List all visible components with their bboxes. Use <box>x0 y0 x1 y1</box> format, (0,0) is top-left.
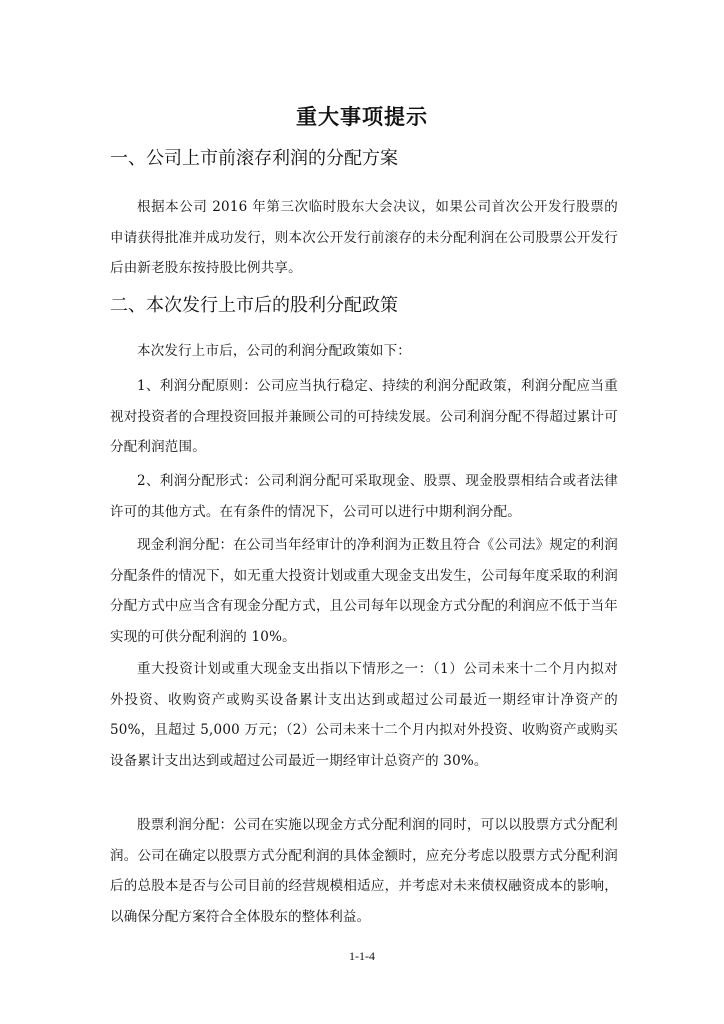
paragraph-distribution-form: 2、利润分配形式：公司利润分配可采取现金、股票、现金股票相结合或者法律许可的其他方式。在有条件的情况下，公司可以进行中期利润分配。 <box>110 473 618 520</box>
document-title: 重大事项提示 <box>296 105 428 129</box>
paragraph-policy-intro: 本次发行上市后，公司的利润分配政策如下： <box>137 343 411 359</box>
section-heading-retained-profit: 一、公司上市前滚存利润的分配方案 <box>110 148 398 169</box>
paragraph-cash-distribution: 现金利润分配：在公司当年经审计的净利润为正数且符合《公司法》规定的利润分配条件的情况下，如无重大投资计划或重大现金支出发生，公司每年度采取的利润分配方式中应当含有现金分配方式，且公司每年以现金方式分配的利润应不低于当年实现的可供分配利润的 10%。 <box>110 537 618 645</box>
paragraph-distribution-principle: 1、利润分配原则：公司应当执行稳定、持续的利润分配政策，利润分配应当重视对投资者的合理投资回报并兼顾公司的可持续发展。公司利润分配不得超过累计可分配利润范围。 <box>110 378 618 455</box>
paragraph-major-investment-definition: 重大投资计划或重大现金支出指以下情形之一：（1）公司未来十二个月内拟对外投资、收购资产或购买设备累计支出达到或超过公司最近一期经审计净资产的 50%，且超过 5,000 万元；（2）公司未来十二个月内拟对外投资、收购资产或购买设备累计支出达到或超过公司最近一期经审计总资产的 30%。 <box>110 661 618 769</box>
page-number: 1-1-4 <box>349 949 375 963</box>
section-heading-dividend-policy: 二、本次发行上市后的股利分配政策 <box>110 295 398 316</box>
paragraph-stock-distribution: 股票利润分配：公司在实施以现金方式分配利润的同时，可以以股票方式分配利润。公司在确定以股票方式分配利润的具体金额时，应充分考虑以股票方式分配利润后的总股本是否与公司目前的经营规模相适应，并考虑对未来债权融资成本的影响，以确保分配方案符合全体股东的整体利益。 <box>110 817 618 925</box>
paragraph-retained-profit-plan: 根据本公司 2016 年第三次临时股东大会决议，如果公司首次公开发行股票的申请获得批准并成功发行，则本次公开发行前滚存的未分配利润在公司股票公开发行后由新老股东按持股比例共享。 <box>110 199 618 276</box>
